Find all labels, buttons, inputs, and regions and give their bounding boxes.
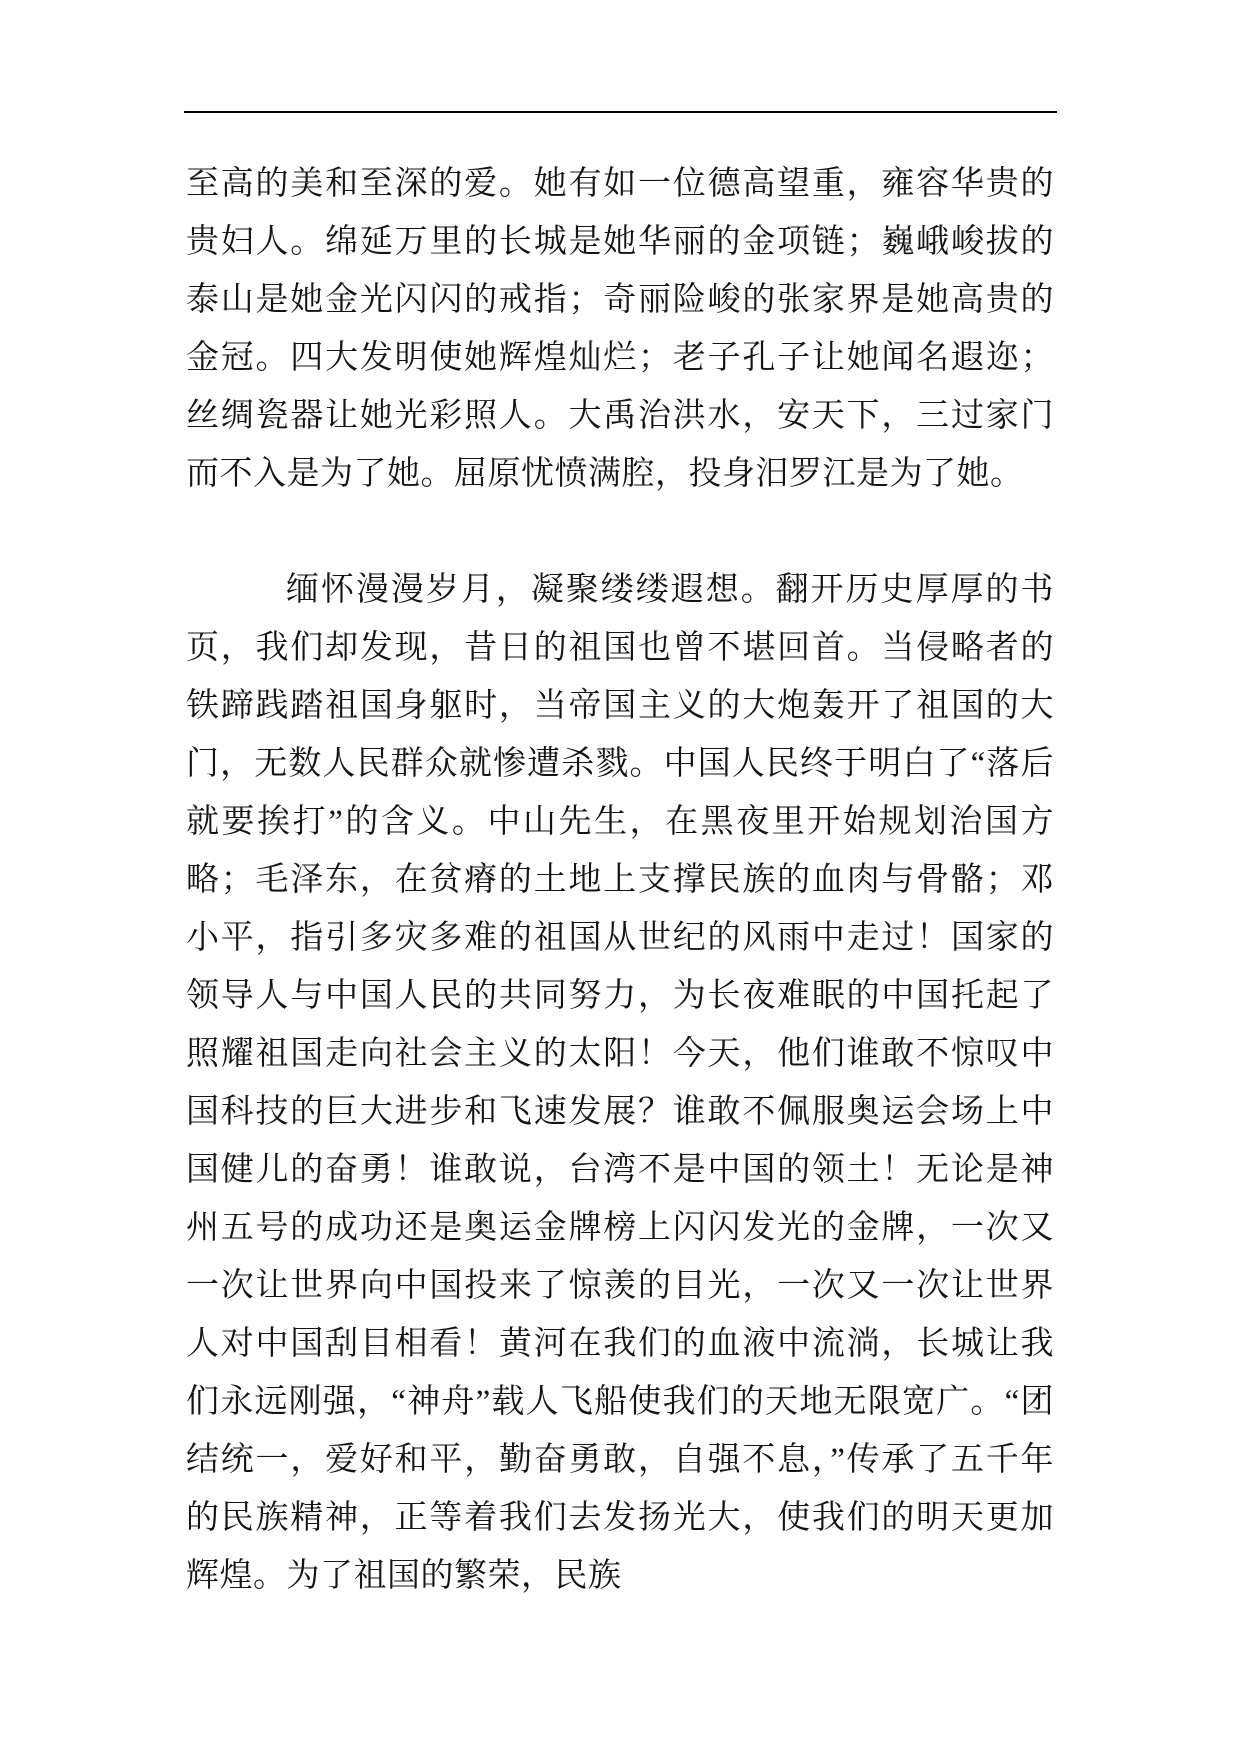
document-body: [186, 155, 1054, 1605]
paragraph-1: 至高的美和至深的爱。她有如一位德高望重，雍容华贵的贵妇人。绵延万里的长城是她华丽的金项链；巍峨峻拔的泰山是她金光闪闪的戒指；奇丽险峻的张家界是她高贵的金冠。四大发明使她辉煌灿烂；老子孔子让她闻名遐迩；丝绸瓷器让她光彩照人。大禹治洪水，安天下，三过家门而不入是为了她。屈原忧愤满腔，投身汨罗江是为了她。: [186, 166, 1054, 492]
paragraph-2: 缅怀漫漫岁月，凝聚缕缕遐想。翻开历史厚厚的书页，我们却发现，昔日的祖国也曾不堪回首。当侵略者的铁蹄践踏祖国身躯时，当帝国主义的大炮轰开了祖国的大门，无数人民群众就惨遭杀戮。中国人民终于明白了“落后就要挨打”的含义。中山先生，在黑夜里开始规划治国方略；毛泽东，在贫瘠的土地上支撑民族的血肉与骨骼；邓小平，指引多灾多难的祖国从世纪的风雨中走过！国家的领导人与中国人民的共同努力，为长夜难眠的中国托起了照耀祖国走向社会主义的太阳！今天，他们谁敢不惊叹中国科技的巨大进步和飞速发展？谁敢不佩服奥运会场上中国健儿的奋勇！谁敢说，台湾不是中国的领土！无论是神州五号的成功还是奥运金牌榜上闪闪发光的金牌，一次又一次让世界向中国投来了惊羡的目光，一次又一次让世界人对中国刮目相看！黄河在我们的血液中流淌，长城让我们永远刚强，“神舟”载人飞船使我们的天地无限宽广。“团结统一，爱好和平，勤奋勇敢，自强不息，”传承了五千年的民族精神，正等着我们去发扬光大，使我们的明天更加辉煌。为了祖国的繁荣，民族: [186, 572, 1054, 1594]
header-rule: [184, 111, 1057, 113]
